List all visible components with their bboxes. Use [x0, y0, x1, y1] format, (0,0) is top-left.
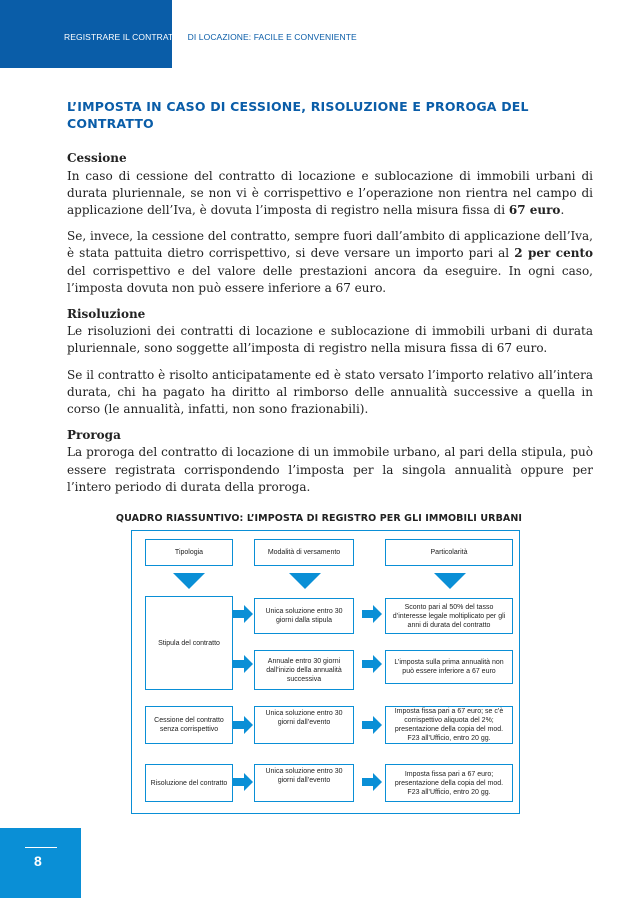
right-arrow-icon — [233, 605, 253, 623]
running-header-part1: REGISTRARE IL CONTRATTO — [64, 32, 186, 42]
section-heading-cessione: Cessione — [67, 151, 127, 166]
text-bold: 67 euro — [508, 203, 561, 218]
paragraph — [67, 228, 593, 297]
text-bold: 2 per cento — [514, 246, 594, 261]
header-tipologia: Tipologia — [145, 539, 233, 566]
section-proroga — [67, 427, 593, 496]
paragraph: Se il contratto è risolto anticipatamente ed è stato versato l’importo relativo all’intera durata, chi ha pagato ha diritto al rimborso delle annualità successive a quella in corso (le annualità, infatti, non sono frazionabili). — [67, 367, 593, 417]
main-content — [67, 98, 593, 505]
box-stipula: Stipula del contratto — [145, 596, 233, 690]
right-arrow-icon — [233, 655, 253, 673]
text: In caso di cessione del contratto di locazione e sublocazione di immobili urbani di durata pluriennale, se non vi è corrispettivo e l’operazione non rientra nel campo di applicazione dell’Iva, è dovuta l’imposta di registro nella misura fissa di — [67, 168, 593, 218]
page-number: 8 — [34, 853, 42, 869]
page-title: L’IMPOSTA IN CASO DI CESSIONE, RISOLUZIONE E PROROGA DEL CONTRATTO — [67, 99, 529, 132]
page-number-rule — [25, 847, 57, 848]
right-arrow-icon — [362, 716, 382, 734]
right-arrow-icon — [362, 773, 382, 791]
running-header-part2: DI LOCAZIONE: FACILE E CONVENIENTE — [185, 32, 357, 42]
text: del corrispettivo e del valore delle prestazioni ancora da eseguire. In ogni caso, l’imposta dovuta non può essere inferiore a 67 euro. — [67, 263, 593, 295]
section-heading-risoluzione: Risoluzione — [67, 307, 146, 322]
down-arrow-icon — [289, 573, 321, 589]
diagram-title: QUADRO RIASSUNTIVO: L’IMPOSTA DI REGISTRO PER GLI IMMOBILI URBANI — [115, 513, 523, 524]
box-risoluzione-modalita: Unica soluzione entro 30 giorni dall’evento — [254, 764, 354, 802]
box-risoluzione: Risoluzione del contratto — [145, 764, 233, 802]
right-arrow-icon — [362, 655, 382, 673]
box-risoluzione-particolarita: Imposta fissa pari a 67 euro; presentazione della copia del mod. F23 all’Ufficio, entro 20 gg. — [385, 764, 513, 802]
text: Se, invece, la cessione del contratto, sempre fuori dall’ambito di applicazione dell’Iva, è stata pattuita dietro corrispettivo, si deve versare un importo pari al — [67, 229, 593, 261]
running-header — [64, 32, 357, 42]
box-cessione: Cessione del contratto senza corrispettivo — [145, 706, 233, 744]
header-modalita: Modalità di versamento — [254, 539, 354, 566]
right-arrow-icon — [362, 605, 382, 623]
box-stipula-particolarita-2: L’imposta sulla prima annualità non può essere inferiore a 67 euro — [385, 650, 513, 684]
box-stipula-modalita-1: Unica soluzione entro 30 giorni dalla stipula — [254, 598, 354, 634]
box-stipula-particolarita-1: Sconto pari al 50% del tasso d’interesse legale moltiplicato per gli anni di durata del contratto — [385, 598, 513, 634]
right-arrow-icon — [233, 716, 253, 734]
box-cessione-modalita: Unica soluzione entro 30 giorni dall’evento — [254, 706, 354, 744]
header-particolarita: Particolarità — [385, 539, 513, 566]
down-arrow-icon — [173, 573, 205, 589]
down-arrow-icon — [434, 573, 466, 589]
section-risoluzione — [67, 306, 593, 418]
box-cessione-particolarita: Imposta fissa pari a 67 euro; se c’è corrispettivo aliquota del 2%; presentazione della copia del mod. F23 all’Ufficio, entro 20 gg. — [385, 706, 513, 744]
paragraph: La proroga del contratto di locazione di un immobile urbano, al pari della stipula, può essere registrata corrispondendo l’imposta per la singola annualità oppure per l’intero periodo di durata della proroga. — [67, 445, 593, 494]
text: . — [560, 203, 565, 218]
box-stipula-modalita-2: Annuale entro 30 giorni dall’inizio della annualità successiva — [254, 650, 354, 690]
paragraph: Le risoluzioni dei contratti di locazione e sublocazione di immobili urbani di durata pluriennale, sono soggette all’imposta di registro nella misura fissa di 67 euro. — [67, 324, 593, 356]
section-heading-proroga: Proroga — [67, 428, 121, 443]
paragraph — [67, 168, 593, 220]
right-arrow-icon — [233, 773, 253, 791]
section-cessione — [67, 150, 593, 297]
